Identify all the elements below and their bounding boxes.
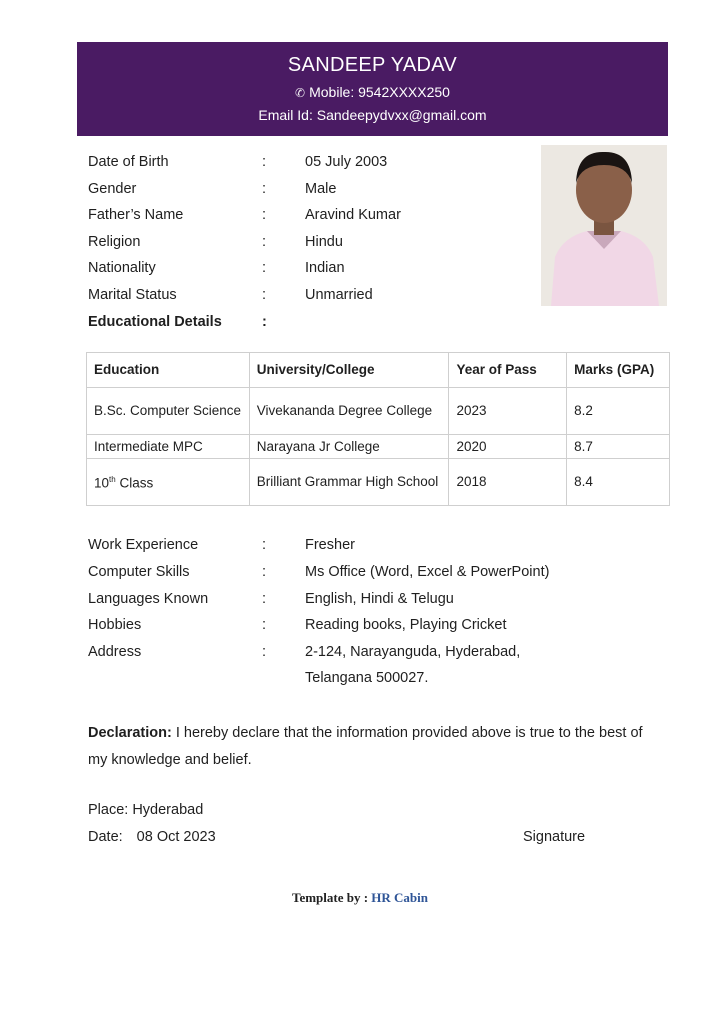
- column-header: Year of Pass: [449, 353, 567, 388]
- section-label: Educational Details: [88, 314, 222, 330]
- phone-icon: ✆: [295, 86, 306, 100]
- table-row: [87, 388, 670, 435]
- detail-label: Languages Known: [88, 591, 209, 607]
- detail-value: Telangana 500027.: [305, 670, 429, 686]
- person-silhouette-icon: [541, 145, 667, 306]
- detail-label: Work Experience: [88, 537, 199, 553]
- education-table: [86, 352, 670, 506]
- education-cell: [87, 459, 250, 506]
- detail-label: Hobbies: [88, 617, 142, 633]
- detail-colon: :: [262, 154, 267, 170]
- education-cell: B.Sc. Computer Science: [87, 388, 250, 435]
- date-label: Date:: [88, 829, 123, 845]
- table-header-row: [87, 353, 670, 388]
- resume-header: [77, 42, 668, 136]
- detail-colon: :: [262, 591, 267, 607]
- profile-photo: [541, 145, 667, 306]
- detail-colon: :: [262, 287, 267, 303]
- detail-label: Religion: [88, 234, 141, 250]
- detail-label: Date of Birth: [88, 154, 169, 170]
- detail-value: Hindu: [305, 234, 343, 250]
- template-credit: [0, 890, 720, 906]
- college-cell: Narayana Jr College: [249, 435, 449, 459]
- detail-value: English, Hindi & Telugu: [305, 591, 454, 607]
- detail-colon: :: [262, 564, 267, 580]
- detail-label: Marital Status: [88, 287, 177, 303]
- marks-cell: 8.2: [567, 388, 670, 435]
- detail-colon: :: [262, 537, 267, 553]
- date-line: [88, 829, 216, 845]
- year-cell: 2020: [449, 435, 567, 459]
- declaration-text: I hereby declare that the information provided above is true to the best of my knowledge and belief.: [88, 725, 643, 768]
- detail-colon: :: [262, 181, 267, 197]
- detail-label: Father’s Name: [88, 207, 184, 223]
- detail-colon: :: [262, 617, 267, 633]
- detail-colon: :: [262, 314, 267, 330]
- mobile-line: [77, 84, 668, 100]
- column-header: Education: [87, 353, 250, 388]
- credit-prefix: Template by :: [291, 890, 372, 905]
- detail-value: Male: [305, 181, 337, 197]
- detail-label: Computer Skills: [88, 564, 190, 580]
- education-cell: Intermediate MPC: [87, 435, 250, 459]
- detail-value: Aravind Kumar: [305, 207, 401, 223]
- year-cell: 2023: [449, 388, 567, 435]
- detail-value: 05 July 2003: [305, 154, 388, 170]
- table-row: [87, 459, 670, 506]
- detail-value: Fresher: [305, 537, 355, 553]
- detail-value: Indian: [305, 260, 345, 276]
- signature-label: Signature: [523, 829, 586, 845]
- year-cell: 2018: [449, 459, 567, 506]
- detail-value: Unmarried: [305, 287, 373, 303]
- education-number: 10: [94, 475, 110, 491]
- detail-colon: :: [262, 207, 267, 223]
- detail-value: 2-124, Narayanguda, Hyderabad,: [305, 644, 521, 660]
- table-row: [87, 435, 670, 459]
- column-header: Marks (GPA): [567, 353, 670, 388]
- education-superscript: th: [109, 475, 116, 485]
- college-cell: Brilliant Grammar High School: [249, 459, 449, 506]
- detail-label: Address: [88, 644, 142, 660]
- detail-value: Ms Office (Word, Excel & PowerPoint): [305, 564, 550, 580]
- college-cell: Vivekananda Degree College: [249, 388, 449, 435]
- detail-colon: :: [262, 644, 267, 660]
- detail-label: Gender: [88, 181, 137, 197]
- declaration: [88, 720, 648, 774]
- detail-colon: :: [262, 234, 267, 250]
- declaration-label: Declaration:: [88, 725, 172, 741]
- credit-brand: HR Cabin: [371, 890, 429, 905]
- marks-cell: 8.4: [567, 459, 670, 506]
- detail-value: Reading books, Playing Cricket: [305, 617, 507, 633]
- column-header: University/College: [249, 353, 449, 388]
- place: Place: Hyderabad: [88, 802, 204, 818]
- mobile-text: Mobile: 9542XXXX250: [309, 84, 450, 100]
- detail-colon: :: [262, 260, 267, 276]
- education-rest: Class: [115, 475, 154, 491]
- email-line: Email Id: Sandeepydvxx@gmail.com: [258, 107, 487, 123]
- date-value: 08 Oct 2023: [136, 829, 216, 845]
- candidate-name: SANDEEP YADAV: [287, 54, 458, 76]
- detail-label: Nationality: [88, 260, 156, 276]
- marks-cell: 8.7: [567, 435, 670, 459]
